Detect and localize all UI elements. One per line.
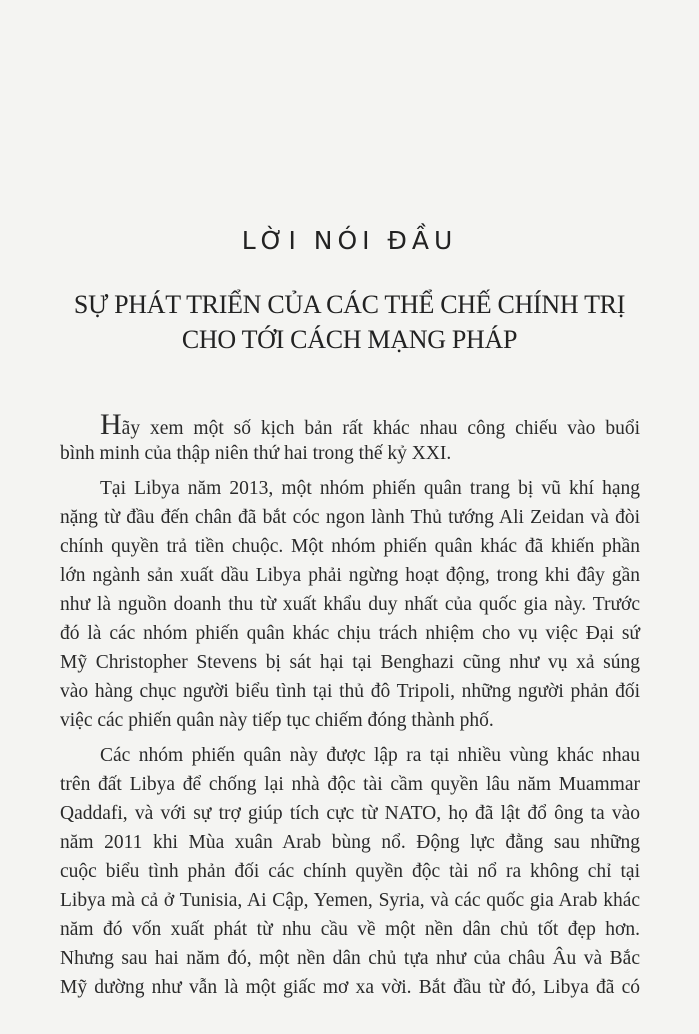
text-line	[60, 410, 640, 439]
paragraph-3	[60, 741, 640, 1002]
text-line: trên đất Libya để chống lại nhà độc tài cầm quyền lâu năm Muammar	[60, 774, 640, 795]
text-line: lớn ngành sản xuất dầu Libya phải ngừng hoạt động, trong khi đây gần	[60, 565, 640, 586]
text-line: Libya mà cả ở Tunisia, Ai Cập, Yemen, Syria, và các quốc gia Arab khác	[60, 890, 640, 911]
text-line: chính quyền trả tiền chuộc. Một nhóm phiến quân khác đã khiến phần	[60, 536, 640, 557]
text-line: nặng từ đầu đến chân đã bắt cóc ngon lành Thủ tướng Ali Zeidan và đòi	[60, 507, 640, 528]
subtitle-line: CHO TỚI CÁCH MẠNG PHÁP	[181, 325, 518, 354]
text-line: Tại Libya năm 2013, một nhóm phiến quân trang bị vũ khí hạng	[100, 478, 640, 499]
text-line: Nhưng sau hai năm đó, một nền dân chủ tựa như của châu Âu và Bắc	[60, 948, 640, 969]
text-line: đó là các nhóm phiến quân khác chịu trách nhiệm cho vụ việc Đại sứ	[60, 623, 640, 644]
text-line: năm đó vốn xuất phát từ nhu cầu về một nền dân chủ tốt đẹp hơn.	[60, 919, 640, 940]
drop-cap: H	[100, 408, 122, 441]
text-line: như là nguồn doanh thu từ xuất khẩu duy nhất của quốc gia này. Trước	[60, 594, 640, 615]
chapter-subtitle	[0, 287, 699, 357]
paragraph-1	[60, 410, 640, 468]
text-line: cuộc biểu tình phản đối các chính quyền độc tài nổ ra không chỉ tại	[60, 861, 640, 882]
text-line: việc các phiến quân này tiếp tục chiếm đóng thành phố.	[60, 710, 494, 731]
text-line: Mỹ dường như vẫn là một giấc mơ xa vời. Bắt đầu từ đó, Libya đã có	[60, 977, 640, 998]
text-line: bình minh của thập niên thứ hai trong thế kỷ XXI.	[60, 443, 452, 464]
chapter-title: LỜI NÓI ĐẦU	[241, 226, 458, 255]
text-line: năm 2011 khi Mùa xuân Arab bùng nổ. Động lực đằng sau những	[60, 832, 640, 853]
text-line: Các nhóm phiến quân này được lập ra tại nhiều vùng khác nhau	[100, 745, 640, 766]
body-text	[60, 410, 640, 1008]
subtitle-line: SỰ PHÁT TRIỂN CỦA CÁC THỂ CHẾ CHÍNH TRỊ	[73, 290, 626, 319]
text-line: vào hàng chục người biểu tình tại thủ đô Tripoli, những người phản đối	[60, 681, 640, 702]
text-line: Mỹ Christopher Stevens bị sát hại tại Benghazi cũng như vụ xả súng	[60, 652, 640, 673]
text-line-content: ãy xem một số kịch bản rất khác nhau công chiếu vào buổi	[121, 418, 640, 439]
paragraph-2	[60, 474, 640, 735]
text-line: Qaddafi, và với sự trợ giúp tích cực từ NATO, họ đã lật đổ ông ta vào	[60, 803, 640, 824]
